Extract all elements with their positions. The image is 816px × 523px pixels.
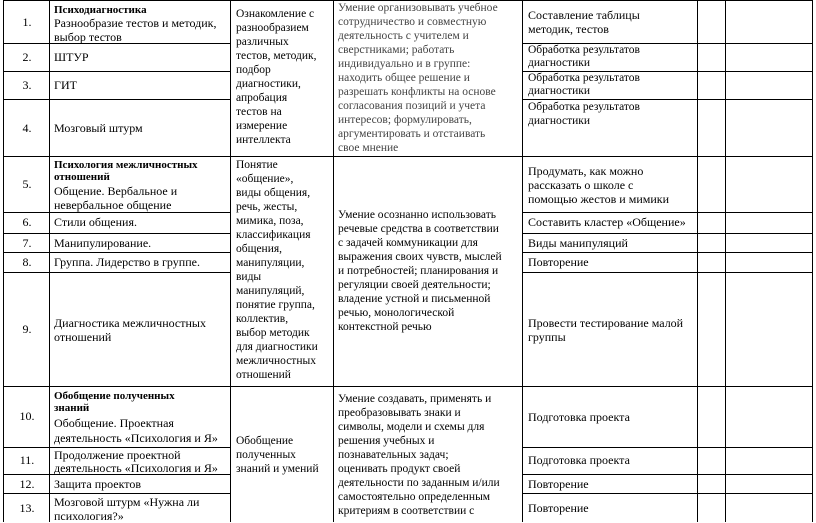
task-text: Повторение — [528, 255, 589, 269]
skills-line: сотрудничество и совместную — [338, 16, 487, 28]
content-line: подбор — [236, 64, 271, 76]
topic-text: Общение. Вербальное и — [54, 184, 178, 198]
skills-line: оценивать продукт своей — [338, 463, 461, 475]
task-text: группы — [528, 330, 566, 344]
topic-text: психология?» — [54, 509, 124, 523]
content-line: виды общения, — [236, 187, 311, 199]
topic-text: ГИТ — [54, 78, 77, 92]
content-line: межличностных — [236, 355, 316, 367]
topic-text: Стили общения. — [54, 215, 137, 229]
task-text: методик, тестов — [528, 22, 609, 36]
row-number: 1. — [22, 15, 32, 29]
skills-line: индивидуально и в группе: — [338, 58, 471, 70]
skills-line: самостоятельно определенным — [338, 491, 491, 503]
row-number: 4. — [22, 121, 32, 135]
task-text: диагностики — [528, 85, 591, 97]
content-line: отношений — [236, 369, 291, 381]
row-line-top — [3, 0, 812, 1]
skills-line: согласования позиций и учета — [338, 100, 486, 112]
skills-line: преобразовывать знаки и — [338, 407, 461, 419]
content-line: коллектив, — [236, 313, 289, 325]
content-line: тестов, методик, — [236, 50, 317, 62]
task-text: Повторение — [528, 477, 589, 491]
topic-text: Обобщение. Проектная — [54, 416, 174, 430]
row-number: 8. — [22, 255, 32, 269]
task-text: Обработка результатов — [528, 44, 640, 56]
skills-line: речевые средства в соответствии — [338, 223, 499, 235]
row-line-12b — [522, 474, 812, 475]
topic-text: выбор тестов — [54, 30, 122, 44]
section-title: отношений — [54, 171, 110, 183]
content-line: для диагностики — [236, 341, 318, 353]
content-line: тестов на — [236, 106, 282, 118]
skills-line: Умение организовывать учебное — [338, 2, 498, 14]
content-line: Обобщение — [236, 435, 294, 447]
skills-line: регуляции своей деятельности; — [338, 279, 491, 291]
row-line-8b — [522, 252, 812, 253]
task-text: Обработка результатов — [528, 101, 640, 113]
row-number: 13. — [19, 501, 35, 515]
content-line: мимика, поза, — [236, 215, 304, 227]
skills-line: интересов; формулировать, — [338, 114, 472, 126]
row-line-4b — [522, 99, 812, 100]
section-title: Психология межличностных — [54, 159, 198, 171]
skills-line: познавательных задач; — [338, 449, 449, 461]
row-line-7 — [3, 233, 230, 234]
task-text: Составление таблицы — [528, 8, 640, 22]
section-title: Обобщение полученных — [54, 390, 175, 402]
task-text: Повторение — [528, 501, 589, 515]
task-text: Составить кластер «Общение» — [528, 215, 686, 229]
skills-line: сверстниками; работать — [338, 44, 455, 56]
skills-line: решения учебных и — [338, 435, 435, 447]
topic-text: деятельность «Психология и Я» — [54, 461, 218, 475]
content-line: различных — [236, 36, 289, 48]
skills-line: деятельность с учителем и — [338, 30, 469, 42]
skills-line: Умение создавать, применять и — [338, 393, 492, 405]
content-line: речь, жесты, — [236, 201, 298, 213]
row-number: 11. — [19, 453, 35, 467]
content-line: «общение», — [236, 173, 294, 185]
row-line-13b — [522, 493, 812, 494]
skills-line: критериям в соответствии с — [338, 505, 475, 517]
col-line-2 — [230, 0, 231, 522]
row-number: 12. — [19, 477, 35, 491]
topic-text: Продолжение проектной — [54, 448, 181, 462]
content-line: интеллекта — [236, 134, 291, 146]
row-line-7b — [522, 233, 812, 234]
topic-text: деятельность «Психология и Я» — [54, 431, 218, 445]
row-line-4 — [3, 99, 230, 100]
row-number: 9. — [22, 322, 32, 336]
content-line: понятие группа, — [236, 299, 315, 311]
content-line: виды — [236, 271, 262, 283]
row-line-9b — [522, 272, 812, 273]
topic-text: Защита проектов — [54, 477, 142, 491]
topic-text: ШТУР — [54, 50, 89, 64]
row-line-6b — [522, 212, 812, 213]
task-text: Продумать, как можно — [528, 164, 644, 178]
task-text: Обработка результатов — [528, 72, 640, 84]
content-line: классификация — [236, 229, 311, 241]
content-line: выбор методик — [236, 327, 310, 339]
row-number: 2. — [22, 50, 32, 64]
content-line: манипуляции, — [236, 257, 305, 269]
row-number: 3. — [22, 78, 32, 92]
section-title: знаний — [54, 402, 90, 414]
content-line: измерение — [236, 120, 288, 132]
topic-text: Разнообразие тестов и методик, — [54, 16, 217, 30]
col-line-6 — [725, 0, 726, 522]
col-line-5 — [697, 0, 698, 522]
skills-line: находить общее решение и — [338, 72, 470, 84]
row-line-11b — [522, 447, 812, 448]
content-line: знаний и умений — [236, 463, 319, 475]
task-text: диагностики — [528, 57, 591, 69]
skills-line: речью, монологической — [338, 307, 455, 319]
row-line-8 — [3, 252, 230, 253]
skills-line: Умение осознанно использовать — [338, 209, 497, 221]
row-line-6 — [3, 212, 230, 213]
skills-line: контекстной речью — [338, 321, 432, 333]
task-text: Подготовка проекта — [528, 453, 630, 467]
content-line: апробация — [236, 92, 288, 104]
topic-text: отношений — [54, 330, 112, 344]
content-line: Понятие — [236, 159, 278, 171]
content-line: Ознакомление с — [236, 8, 315, 20]
topic-text: Мозговой штурм «Нужна ли — [54, 495, 200, 509]
topic-text: невербальное общение — [54, 198, 172, 212]
content-line: общения, — [236, 243, 283, 255]
task-text: Подготовка проекта — [528, 410, 630, 424]
task-text: Провести тестирование малой — [528, 316, 684, 330]
row-line-9 — [3, 272, 230, 273]
topic-text: Диагностика межличностных — [54, 316, 206, 330]
row-number: 6. — [22, 215, 32, 229]
row-line-5 — [3, 156, 812, 157]
row-line-10 — [3, 386, 812, 387]
content-line: разнообразием — [236, 22, 309, 34]
row-line-3 — [3, 71, 230, 72]
content-line: манипуляций, — [236, 285, 305, 297]
section-title: Психодиагностика — [54, 4, 147, 16]
topic-text: Манипулирование. — [54, 236, 152, 250]
skills-line: свое мнение — [338, 142, 399, 154]
skills-line: деятельности по заданным и/или — [338, 477, 500, 489]
row-line-13 — [3, 493, 230, 494]
topic-text: Мозговый штурм — [54, 121, 143, 135]
skills-line: аргументировать и отстаивать — [338, 128, 486, 140]
task-text: рассказать о школе с — [528, 178, 634, 192]
row-number: 5. — [22, 177, 32, 191]
task-text: Виды манипуляций — [528, 236, 628, 250]
col-line-3 — [333, 0, 334, 522]
col-line-7 — [812, 0, 813, 522]
content-line: диагностики, — [236, 78, 301, 90]
skills-line: разрешать конфликты на основе — [338, 86, 496, 98]
task-text: помощью жестов и мимики — [528, 192, 670, 206]
skills-line: владение устной и письменной — [338, 293, 491, 305]
skills-line: и потребностей; планирования и — [338, 265, 499, 277]
row-number: 10. — [19, 409, 35, 423]
skills-line: символы, модели и схемы для — [338, 421, 485, 433]
row-number: 7. — [22, 236, 32, 250]
skills-line: выражения своих чувств, мыслей — [338, 251, 502, 263]
topic-text: Группа. Лидерство в группе. — [54, 255, 200, 269]
task-text: диагностики — [528, 115, 591, 127]
col-line-4 — [522, 0, 523, 522]
skills-line: с задачей коммуникации для — [338, 237, 478, 249]
content-line: полученных — [236, 449, 296, 461]
